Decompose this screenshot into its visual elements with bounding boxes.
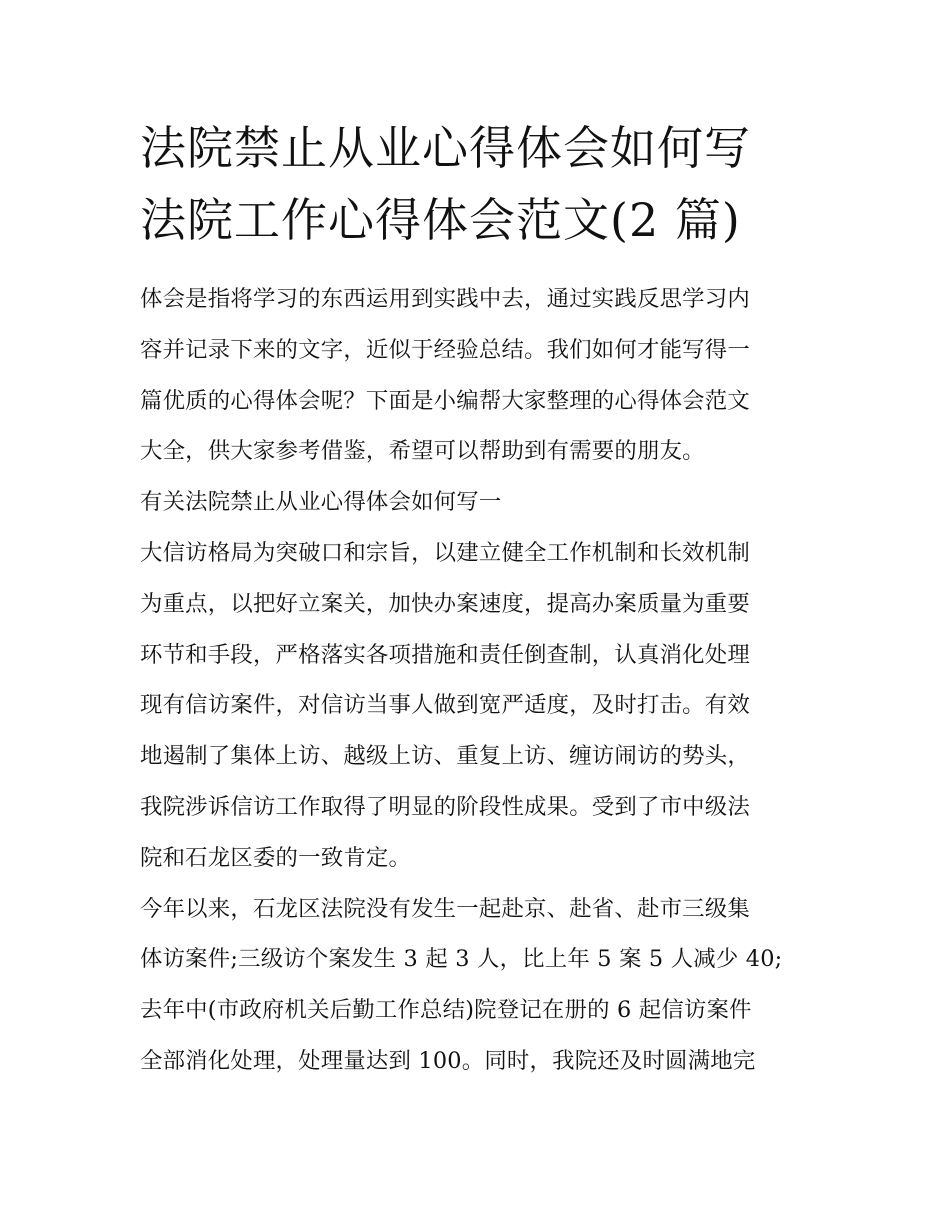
document-title — [140, 112, 830, 256]
paragraph-line: 大信访格局为突破口和宗旨，以建立健全工作机制和长效机制 — [140, 539, 750, 566]
paragraph-line: 为重点，以把好立案关，加快办案速度，提高办案质量为重要 — [140, 590, 750, 617]
paragraph-line: 现有信访案件，对信访当事人做到宽严适度，及时打击。有效 — [140, 692, 750, 719]
paragraph-line: 我院涉诉信访工作取得了明显的阶段性成果。受到了市中级法 — [140, 793, 750, 820]
intro-line: 容并记录下来的文字，近似于经验总结。我们如何才能写得一 — [140, 336, 750, 363]
paragraph-line: 今年以来，石龙区法院没有发生一起赴京、赴省、赴市三级集 — [140, 895, 750, 922]
paragraph-line: 地遏制了集体上访、越级上访、重复上访、缠访闹访的势头， — [140, 743, 750, 770]
paragraph-line: 全部消化处理，处理量达到 100。同时，我院还及时圆满地完 — [140, 1047, 756, 1074]
title-line-1: 法院禁止从业心得体会如何写 — [140, 121, 751, 175]
title-line-2: 法院工作心得体会范文(2 篇) — [140, 193, 741, 247]
paragraph-line: 去年中(市政府机关后勤工作总结)院登记在册的 6 起信访案件 — [140, 997, 752, 1024]
intro-line: 篇优质的心得体会呢？下面是小编帮大家整理的心得体会范文 — [140, 387, 750, 414]
section-heading: 有关法院禁止从业心得体会如何写一 — [140, 489, 502, 516]
paragraph-line: 环节和手段，严格落实各项措施和责任倒查制，认真消化处理 — [140, 641, 750, 668]
paragraph-line: 院和石龙区委的一致肯定。 — [140, 844, 412, 871]
paragraph-line: 体访案件;三级访个案发生 3 起 3 人，比上年 5 案 5 人减少 40; — [140, 946, 783, 973]
intro-line: 体会是指将学习的东西运用到实践中去，通过实践反思学习内 — [140, 286, 750, 312]
document-body — [140, 274, 830, 1087]
intro-line: 大全，供大家参考借鉴，希望可以帮助到有需要的朋友。 — [140, 438, 705, 465]
